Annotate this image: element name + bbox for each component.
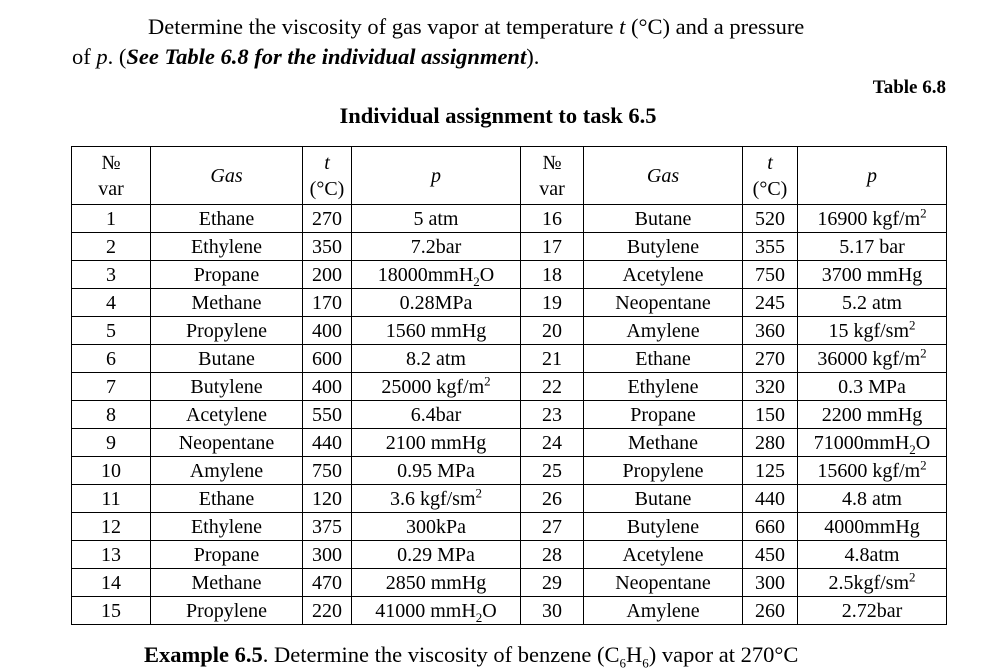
gas-cell: Propylene — [151, 317, 303, 345]
pressure-variable: p — [96, 44, 108, 69]
pressure-cell: 71000mmH$_2$O — [798, 429, 947, 457]
pressure-cell: 3700 mmHg — [798, 261, 947, 289]
temperature-cell: 440 — [303, 429, 352, 457]
temperature-cell: 550 — [303, 401, 352, 429]
table-row — [72, 373, 947, 401]
pressure-cell: 15 kgf/$sm^2$ — [798, 317, 947, 345]
pressure-cell: 5 atm — [352, 205, 521, 233]
pressure-cell: 2850 mmHg — [352, 569, 521, 597]
variant-number-cell: 7 — [72, 373, 151, 401]
temperature-cell: 750 — [303, 457, 352, 485]
variant-number-cell: 25 — [521, 457, 584, 485]
variant-number-cell: 30 — [521, 597, 584, 625]
gas-cell: Acetylene — [584, 261, 743, 289]
gas-cell: Methane — [151, 569, 303, 597]
variant-number-cell: 23 — [521, 401, 584, 429]
gas-cell: Butylene — [151, 373, 303, 401]
variant-number-cell: 10 — [72, 457, 151, 485]
pressure-cell: 41000 mmH$_2$O — [352, 597, 521, 625]
gas-cell: Methane — [584, 429, 743, 457]
header-pressure: p — [352, 147, 521, 205]
header-temperature: t (°C) — [303, 147, 352, 205]
temperature-cell: 450 — [743, 541, 798, 569]
gas-cell: Butylene — [584, 233, 743, 261]
gas-cell: Ethane — [151, 485, 303, 513]
variant-number-cell: 27 — [521, 513, 584, 541]
table-row — [72, 597, 947, 625]
gas-cell: Ethane — [584, 345, 743, 373]
pressure-cell: 25000 kgf/$m^2$ — [352, 373, 521, 401]
statement-text: ). — [526, 44, 540, 69]
header-gas: Gas — [151, 147, 303, 205]
temperature-cell: 270 — [743, 345, 798, 373]
variant-number-cell: 5 — [72, 317, 151, 345]
variant-number-cell: 9 — [72, 429, 151, 457]
variant-number-cell: 14 — [72, 569, 151, 597]
pressure-cell: 7.2bar — [352, 233, 521, 261]
pressure-cell: 18000mmH$_2$O — [352, 261, 521, 289]
table-row — [72, 233, 947, 261]
variant-number-cell: 28 — [521, 541, 584, 569]
variant-number-cell: 29 — [521, 569, 584, 597]
table-row — [72, 541, 947, 569]
pressure-cell: $2.5kgf/sm^2$ — [798, 569, 947, 597]
table-row — [72, 485, 947, 513]
pressure-cell: 3.6 kgf/$sm^2$ — [352, 485, 521, 513]
temperature-cell: 375 — [303, 513, 352, 541]
gas-cell: Acetylene — [584, 541, 743, 569]
temperature-variable: t — [619, 14, 626, 39]
gas-cell: Propane — [151, 261, 303, 289]
pressure-cell: 15600 kgf/$m^2$ — [798, 457, 947, 485]
pressure-cell: 8.2 atm — [352, 345, 521, 373]
pressure-cell: 1560 mmHg — [352, 317, 521, 345]
temperature-cell: 150 — [743, 401, 798, 429]
temperature-cell: 660 — [743, 513, 798, 541]
table-row — [72, 205, 947, 233]
table-header-row — [72, 147, 947, 205]
pressure-cell: 300kPa — [352, 513, 521, 541]
gas-cell: Neopentane — [584, 569, 743, 597]
temperature-cell: 400 — [303, 317, 352, 345]
pressure-cell: 2100 mmHg — [352, 429, 521, 457]
variant-number-cell: 19 — [521, 289, 584, 317]
temperature-cell: 520 — [743, 205, 798, 233]
temperature-cell: 245 — [743, 289, 798, 317]
statement-text: (°C) and a pressure — [625, 14, 805, 39]
variant-number-cell: 6 — [72, 345, 151, 373]
variant-number-cell: 24 — [521, 429, 584, 457]
header-variant-number: № var — [521, 147, 584, 205]
gas-cell: Ethylene — [151, 513, 303, 541]
temperature-cell: 440 — [743, 485, 798, 513]
temperature-cell: 360 — [743, 317, 798, 345]
gas-cell: Acetylene — [151, 401, 303, 429]
gas-cell: Ethylene — [151, 233, 303, 261]
temperature-cell: 260 — [743, 597, 798, 625]
temperature-cell: 300 — [303, 541, 352, 569]
pressure-cell: 4000mmHg — [798, 513, 947, 541]
variant-number-cell: 4 — [72, 289, 151, 317]
header-temperature: t (°C) — [743, 147, 798, 205]
variant-number-cell: 18 — [521, 261, 584, 289]
variant-number-cell: 22 — [521, 373, 584, 401]
statement-text: . ( — [107, 44, 127, 69]
gas-cell: Propylene — [151, 597, 303, 625]
statement-text: of — [72, 44, 97, 69]
gas-cell: Propylene — [584, 457, 743, 485]
variant-number-cell: 3 — [72, 261, 151, 289]
variant-number-cell: 15 — [72, 597, 151, 625]
gas-cell: Neopentane — [584, 289, 743, 317]
temperature-cell: 170 — [303, 289, 352, 317]
statement-text: Determine the viscosity of gas vapor at temperature — [148, 14, 620, 39]
pressure-cell: 36000 kgf/$m^2$ — [798, 345, 947, 373]
variant-number-cell: 17 — [521, 233, 584, 261]
variant-number-cell: 26 — [521, 485, 584, 513]
gas-cell: Amylene — [584, 317, 743, 345]
gas-cell: Butylene — [584, 513, 743, 541]
pressure-cell: 16900 kgf/$m^2$ — [798, 205, 947, 233]
task-statement — [72, 12, 952, 72]
gas-cell: Propane — [151, 541, 303, 569]
gas-cell: Amylene — [151, 457, 303, 485]
pressure-cell: 2200 mmHg — [798, 401, 947, 429]
table-row — [72, 457, 947, 485]
header-gas: Gas — [584, 147, 743, 205]
gas-cell: Propane — [584, 401, 743, 429]
pressure-cell: 5.2 atm — [798, 289, 947, 317]
temperature-cell: 320 — [743, 373, 798, 401]
temperature-cell: 355 — [743, 233, 798, 261]
temperature-cell: 300 — [743, 569, 798, 597]
pressure-cell: 0.28MPa — [352, 289, 521, 317]
temperature-cell: 125 — [743, 457, 798, 485]
pressure-cell: 0.29 MPa — [352, 541, 521, 569]
gas-cell: Methane — [151, 289, 303, 317]
task-statement-line-2 — [72, 42, 952, 72]
pressure-cell: 0.3 MPa — [798, 373, 947, 401]
header-variant-number: № var — [72, 147, 151, 205]
gas-cell: Neopentane — [151, 429, 303, 457]
table-row — [72, 345, 947, 373]
header-pressure: p — [798, 147, 947, 205]
gas-cell: Butane — [584, 205, 743, 233]
pressure-cell: 6.4bar — [352, 401, 521, 429]
temperature-cell: 470 — [303, 569, 352, 597]
table-title: Individual assignment to task 6.5 — [339, 103, 657, 128]
table-row — [72, 289, 947, 317]
gas-cell: Butane — [584, 485, 743, 513]
temperature-cell: 270 — [303, 205, 352, 233]
table-row — [72, 401, 947, 429]
pressure-cell: 0.95 MPa — [352, 457, 521, 485]
temperature-cell: 350 — [303, 233, 352, 261]
assignment-table — [71, 146, 947, 625]
table-row — [72, 317, 947, 345]
pressure-cell: 4.8atm — [798, 541, 947, 569]
gas-cell: Ethane — [151, 205, 303, 233]
variant-number-cell: 13 — [72, 541, 151, 569]
variant-number-cell: 20 — [521, 317, 584, 345]
variant-number-cell: 21 — [521, 345, 584, 373]
pressure-cell: 2.72bar — [798, 597, 947, 625]
variant-number-cell: 11 — [72, 485, 151, 513]
pressure-cell: 5.17 bar — [798, 233, 947, 261]
pressure-cell: 4.8 atm — [798, 485, 947, 513]
task-statement-line-1 — [72, 12, 952, 42]
table-row — [72, 429, 947, 457]
table-reference: See Table 6.8 for the individual assignment — [126, 44, 527, 69]
temperature-cell: 220 — [303, 597, 352, 625]
temperature-cell: 120 — [303, 485, 352, 513]
variant-number-cell: 8 — [72, 401, 151, 429]
temperature-cell: 750 — [743, 261, 798, 289]
table-body — [72, 205, 947, 625]
variant-number-cell: 2 — [72, 233, 151, 261]
variant-number-cell: 16 — [521, 205, 584, 233]
table-row — [72, 261, 947, 289]
table-row — [72, 569, 947, 597]
table-number-label: Table 6.8 — [872, 77, 946, 98]
temperature-cell: 280 — [743, 429, 798, 457]
table-row — [72, 513, 947, 541]
temperature-cell: 200 — [303, 261, 352, 289]
temperature-cell: 600 — [303, 345, 352, 373]
gas-cell: Butane — [151, 345, 303, 373]
temperature-cell: 400 — [303, 373, 352, 401]
example-heading: Example 6.5. Determine the viscosity of benzene $(C_6H_6)$ vapor at 270°C — [144, 642, 799, 671]
gas-cell: Amylene — [584, 597, 743, 625]
variant-number-cell: 12 — [72, 513, 151, 541]
variant-number-cell: 1 — [72, 205, 151, 233]
gas-cell: Ethylene — [584, 373, 743, 401]
